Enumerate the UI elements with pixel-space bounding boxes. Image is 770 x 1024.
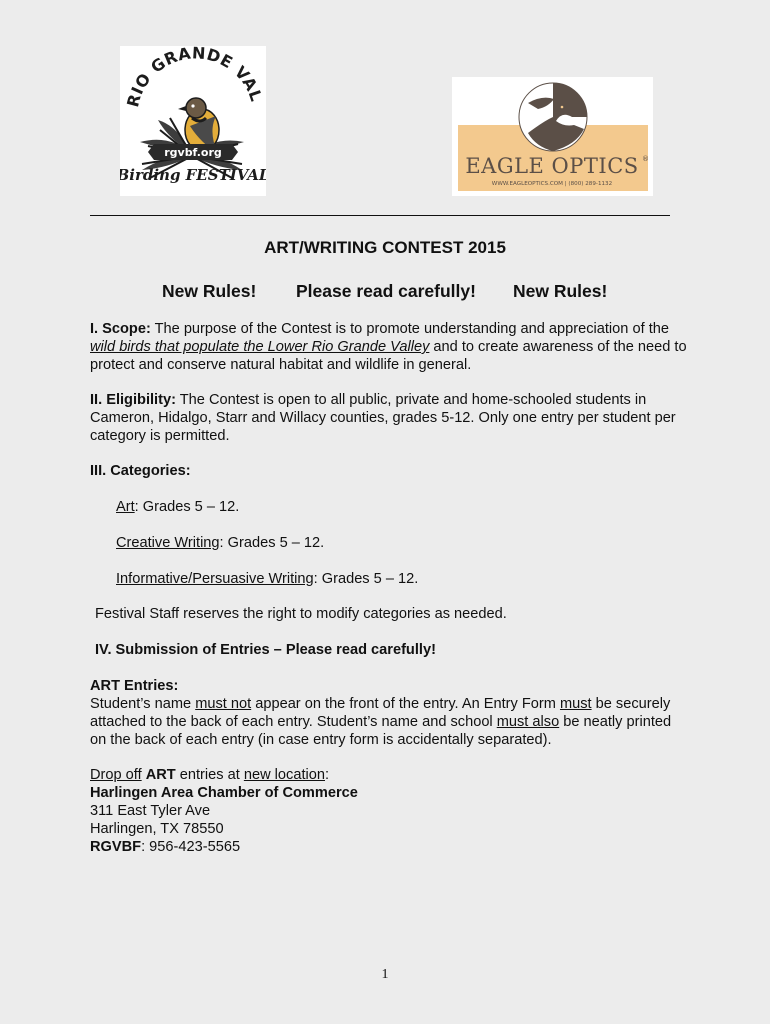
- art-entries-text-2: appear on the front of the entry. An Entry Form: [251, 696, 560, 712]
- dropoff-line: [90, 766, 329, 784]
- dropoff-organization: Harlingen Area Chamber of Commerce: [90, 785, 358, 801]
- subhead-new-rules-right: New Rules!: [513, 281, 608, 301]
- category-informative-writing-name: Informative/Persuasive Writing: [116, 571, 314, 587]
- page-title: ART/WRITING CONTEST 2015: [264, 238, 506, 257]
- category-creative-writing-name: Creative Writing: [116, 535, 220, 551]
- rgvbf-logo-graphic: [120, 46, 266, 196]
- category-creative-writing-grades: : Grades 5 – 12.: [219, 535, 325, 551]
- phone-label: RGVBF: [90, 839, 142, 855]
- scope-text-1: The purpose of the Contest is to promote understanding and appreciation of the: [150, 321, 669, 337]
- category-informative-writing-grades: : Grades 5 – 12.: [313, 571, 419, 587]
- subhead-read-carefully: Please read carefully!: [296, 281, 476, 301]
- categories-heading: III. Categories:: [90, 463, 191, 479]
- page-number: 1: [381, 967, 389, 982]
- eagle-optics-logo-graphic: [452, 77, 653, 196]
- must-emphasis: must: [559, 696, 592, 712]
- eagle-optics-contact: WWW.EAGLEOPTICS.COM | (800) 289-1132: [491, 181, 613, 187]
- dropoff-label: Drop off: [90, 767, 142, 783]
- art-entries-heading: ART Entries:: [90, 678, 179, 694]
- dropoff-city: Harlingen, TX 78550: [90, 821, 224, 837]
- scope-text-2: and to create awareness of the need to protect and conserve natural habitat and wildlife in general.: [90, 339, 687, 373]
- must-also-emphasis: must also: [496, 714, 560, 730]
- category-creative-writing: [116, 534, 324, 552]
- phone-number: : 956-423-5565: [141, 839, 241, 855]
- category-art-name: Art: [116, 499, 135, 515]
- eligibility-text: The Contest is open to all public, private and home-schooled students in Cameron, Hidalgo, Starr and Willacy counties, grades 5-12. Only one entry per student per category is permitted.: [90, 392, 676, 444]
- submission-heading: IV. Submission of Entries – Please read carefully!: [95, 642, 436, 658]
- category-art-grades: : Grades 5 – 12.: [134, 499, 240, 515]
- subhead-new-rules-left: New Rules!: [162, 281, 257, 301]
- category-art: [116, 498, 239, 516]
- registered-mark: ®: [642, 155, 649, 163]
- scope-label: I. Scope:: [90, 321, 151, 337]
- category-informative-writing: [116, 570, 418, 588]
- eagle-optics-name: EAGLE OPTICS: [465, 154, 639, 178]
- scope-section: [90, 320, 690, 374]
- header-divider: [90, 215, 670, 216]
- dropoff-colon: :: [325, 767, 330, 783]
- eagle-optics-logo: [452, 77, 653, 196]
- rgvbf-top-text: RIO GRANDE VAL: [123, 46, 266, 109]
- dropoff-text-1: entries at: [175, 767, 244, 783]
- dropoff-art: ART: [145, 767, 176, 783]
- eligibility-label: II. Eligibility:: [90, 392, 176, 408]
- art-entries-text-4: be neatly printed on the back of each entry (in case entry form is accidentally separated).: [90, 714, 672, 748]
- art-entries-text-1: Student’s name: [90, 696, 196, 712]
- rgvbf-url: rgvbf.org: [164, 146, 222, 159]
- scope-emphasis: wild birds that populate the Lower Rio Grande Valley: [90, 339, 430, 355]
- rgvbf-bottom-text: Birding FESTIVAL: [120, 166, 266, 184]
- dropoff-phone: [90, 838, 240, 856]
- art-entries-text: [90, 695, 680, 749]
- eligibility-section: [90, 391, 690, 445]
- categories-note: Festival Staff reserves the right to modify categories as needed.: [95, 606, 507, 622]
- dropoff-street: 311 East Tyler Ave: [90, 803, 211, 819]
- must-not-emphasis: must not: [195, 696, 252, 712]
- dropoff-new-location: new location: [243, 767, 325, 783]
- art-entries-text-3: be securely attached to the back of each entry. Student’s name and school: [90, 696, 671, 730]
- rgvbf-logo: [120, 46, 266, 196]
